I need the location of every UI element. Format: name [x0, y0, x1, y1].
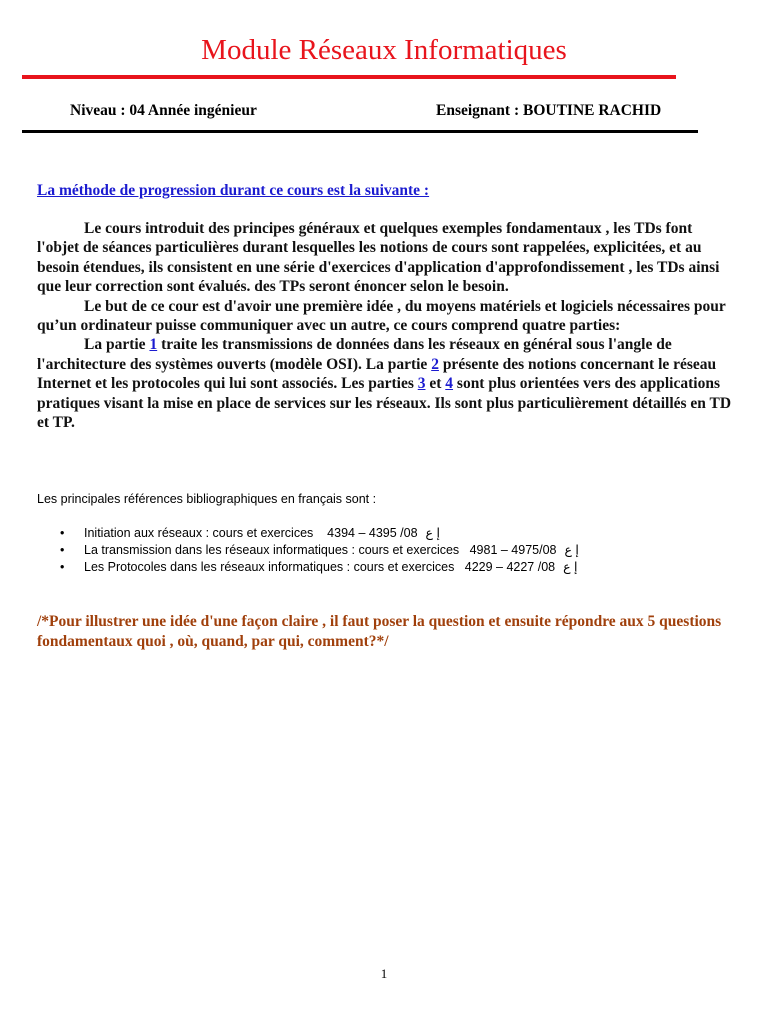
reference-mark: إ ع	[563, 560, 578, 574]
title-divider	[22, 75, 676, 79]
list-item	[60, 559, 579, 576]
paragraph-goal: Le but de ce cour est d'avoir une première idée , du moyens matériels et logiciels nécessaires pour qu’un ordinateur puisse communiquer avec un autre, ce cours comprend quatre parties:	[37, 297, 726, 335]
list-item	[60, 525, 579, 542]
reference-text: Initiation aux réseaux : cours et exercices 4394 – 4395 /08	[84, 526, 418, 540]
teacher-label: Enseignant : BOUTINE RACHID	[436, 102, 662, 119]
reference-text: Les Protocoles dans les réseaux informatiques : cours et exercices 4229 – 4227 /08	[84, 560, 556, 574]
section-heading: La méthode de progression durant ce cours est la suivante :	[37, 182, 430, 199]
parts-text-c: présente des notions concernant le réseau Internet et les protocoles qui lui sont associés. Les parties	[37, 355, 717, 393]
course-description	[37, 219, 737, 432]
paragraph-parts	[37, 335, 737, 432]
header-divider	[22, 130, 698, 133]
references-intro: Les principales références bibliographiques en français sont :	[37, 492, 377, 506]
part-2-link[interactable]: 2	[431, 355, 439, 373]
document-title: Module Réseaux Informatiques	[201, 34, 567, 66]
part-3-link[interactable]: 3	[417, 375, 426, 393]
bullet-icon: •	[60, 543, 65, 557]
parts-text-b: traite les transmissions de données dans les réseaux en général sous l'angle de l'architecture des systèmes ouverts (modèle OSI). La partie	[37, 336, 672, 373]
part-4-link[interactable]: 4	[445, 375, 454, 393]
paragraph-intro: Le cours introduit des principes généraux et quelques exemples fondamentaux , les TDs font l'objet de séances particulières durant lesquelles les notions de cours sont rappelées, explicitées, et au besoin étendues, ils consistent en une série d'exercices d'application d'approfondissement , les TDs ainsi que leur correction sont évalués. des TPs seront énoncer selon le besoin.	[37, 220, 720, 296]
level-label: Niveau : 04 Année ingénieur	[70, 102, 257, 119]
reference-text: La transmission dans les réseaux informatiques : cours et exercices 4981 – 4975/08	[84, 543, 557, 557]
reference-mark: إ ع	[425, 526, 440, 540]
reference-mark: إ ع	[564, 543, 579, 557]
references-list	[60, 525, 579, 576]
list-item	[60, 542, 579, 559]
closing-note: /*Pour illustrer une idée d'une façon claire , il faut poser la question et ensuite répondre aux 5 questions fondamentaux quoi , où, quand, par qui, comment?*/	[37, 613, 722, 650]
bullet-icon: •	[60, 526, 65, 540]
bullet-icon: •	[60, 560, 65, 574]
part-1-link[interactable]: 1	[149, 336, 158, 354]
parts-text-d: et	[425, 375, 446, 393]
parts-text-a: La partie	[84, 336, 150, 354]
page-number: 1	[380, 966, 388, 981]
parts-text-e: sont plus orientées vers des applications pratiques visant la mise en place de services sur les réseaux. Ils sont plus particulièrement détaillés en TD et TP.	[37, 375, 732, 432]
